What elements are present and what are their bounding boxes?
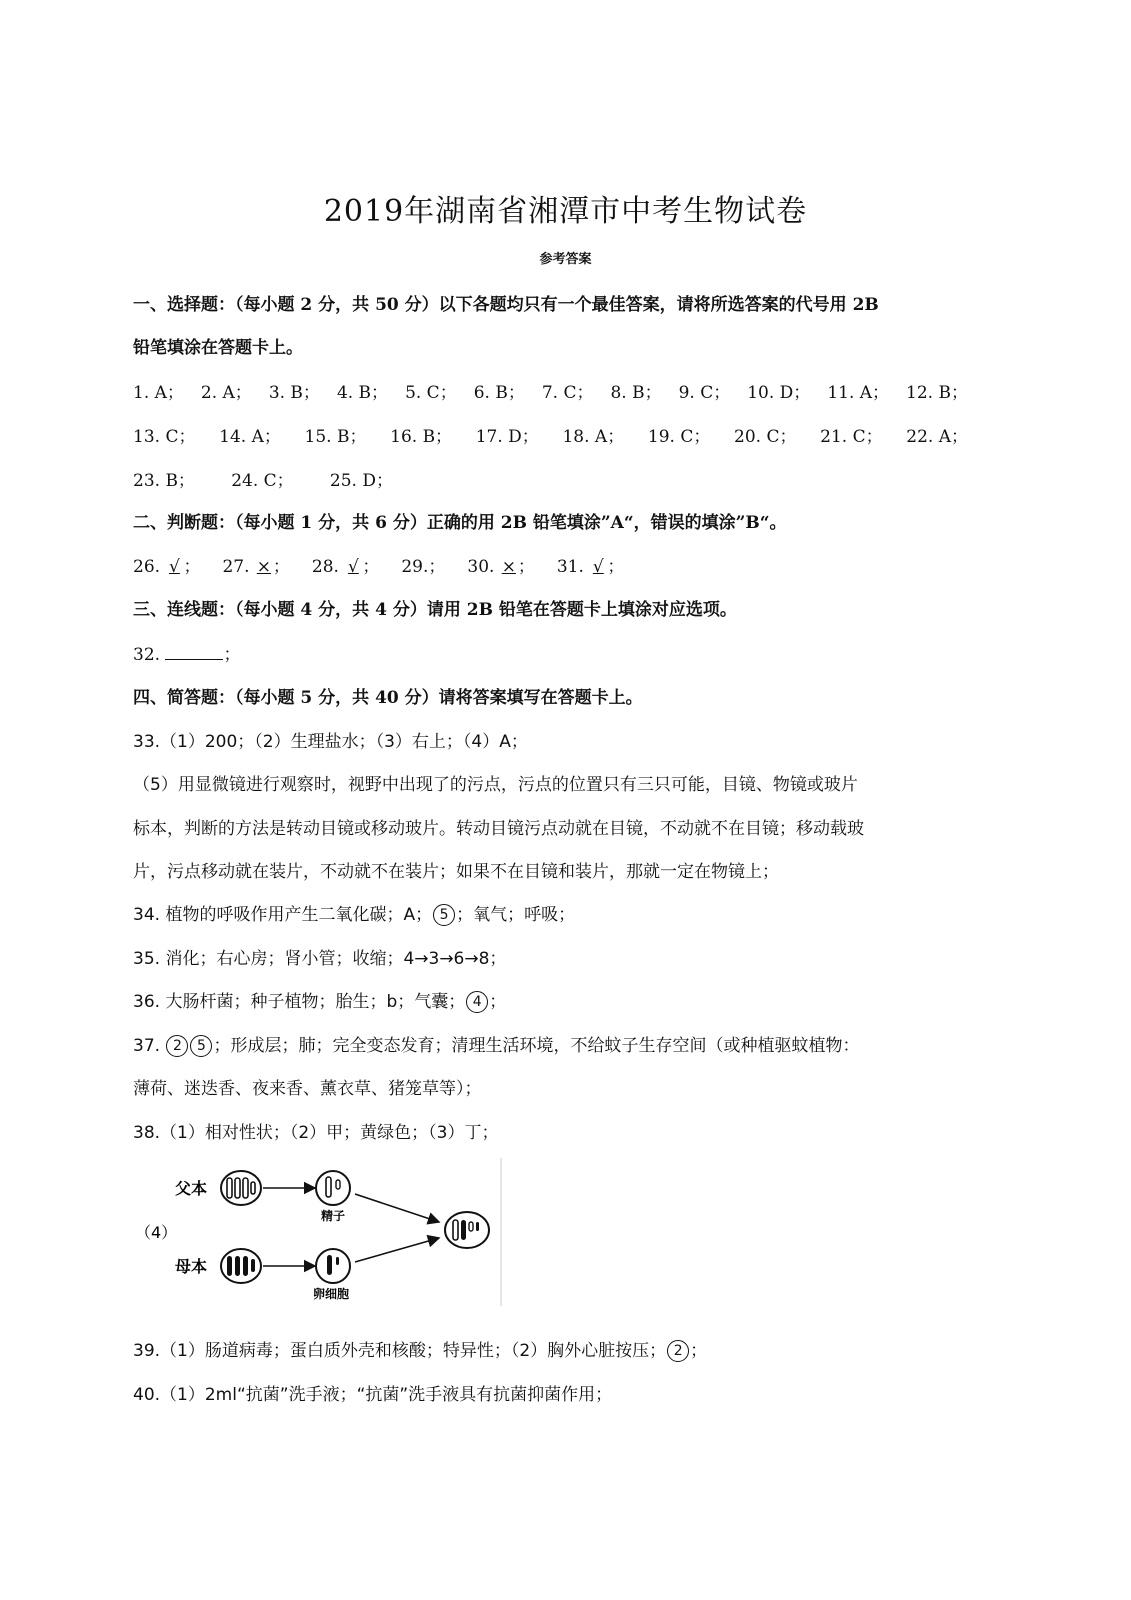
- diagram-question-label: （4）: [135, 1223, 178, 1242]
- mc-answer: 25. D；: [329, 471, 393, 491]
- mc-answers-row-1: [133, 378, 968, 403]
- mc-answer: 14. A；: [219, 427, 281, 447]
- tf-sep: ；: [183, 557, 201, 577]
- tf-mark: √: [347, 557, 359, 577]
- mc-answer: 4. B；: [336, 383, 389, 403]
- q34-text-a: 34. 植物的呼吸作用产生二氧化碳；A；: [133, 905, 433, 925]
- tf-item: [133, 552, 200, 577]
- mc-answer: 16. B；: [390, 427, 453, 447]
- circled-number: 4: [466, 991, 488, 1013]
- arrow: [355, 1194, 439, 1222]
- section2-heading: 二、判断题：（每小题 1 分，共 6 分）正确的用 2B 铅笔填涂”A“，错误的填涂”B“。: [133, 513, 787, 533]
- tf-item: [467, 552, 534, 577]
- page-subtitle: 参考答案: [539, 252, 592, 267]
- q37-answer: [133, 1031, 859, 1057]
- sperm-cell: [316, 1171, 350, 1205]
- tf-num: 31.: [556, 557, 584, 577]
- q34-answer: [133, 900, 575, 926]
- tf-num: 30.: [467, 557, 495, 577]
- tf-sep: ；: [362, 557, 380, 577]
- q32-blank: [165, 645, 223, 660]
- arrow: [355, 1238, 439, 1262]
- q37-line2: 薄荷、迷迭香、夜来香、薰衣草、猪笼草等）；: [133, 1079, 482, 1099]
- mc-answer: 9. C；: [678, 383, 731, 403]
- circled-number: 5: [433, 904, 455, 926]
- mc-answer: 18. A；: [562, 427, 625, 447]
- q36-text-b: ；: [489, 992, 507, 1012]
- mc-answer: 19. C；: [647, 427, 711, 447]
- section4-heading: 四、简答题：（每小题 5 分，共 40 分）请将答案填写在答题卡上。: [133, 688, 643, 708]
- q37-text-a: 37.: [133, 1036, 166, 1056]
- q35-answer: 35. 消化；右心房；肾小管；收缩；4→3→6→8；: [133, 949, 507, 969]
- q34-text-b: ；氧气；呼吸；: [456, 905, 576, 925]
- section3-heading: 三、连线题：（每小题 4 分，共 4 分）请用 2B 铅笔在答题卡上填涂对应选项。: [133, 600, 737, 620]
- section1-heading-line2: 铅笔填涂在答题卡上。: [133, 338, 303, 358]
- mc-answer: 24. C；: [231, 471, 294, 491]
- q39-answer: [133, 1336, 707, 1362]
- zygote-cell: [445, 1212, 489, 1248]
- tf-num: 26.: [133, 557, 161, 577]
- tf-num: 29.: [401, 557, 429, 577]
- tf-sep: ；: [428, 557, 446, 577]
- circled-number: 2: [166, 1035, 188, 1057]
- tf-mark: √: [592, 557, 604, 577]
- q32-number: 32.: [133, 645, 161, 665]
- mc-answer: 6. B；: [473, 383, 525, 403]
- tf-mark: √: [169, 557, 180, 577]
- q33-5-line1: （5）用显微镜进行观察时，视野中出现了的污点，污点的位置只有三只可能，目镜、物镜或玻片: [133, 775, 858, 795]
- mc-answer: 7. C；: [541, 383, 594, 403]
- mc-answer: 22. A；: [906, 427, 968, 447]
- tf-num: 27.: [222, 557, 250, 577]
- q38-answer: 38.（1）相对性状；（2）甲；黄绿色；（3）丁；: [133, 1123, 499, 1143]
- tf-item: [312, 552, 379, 577]
- tf-sep: ；: [517, 557, 535, 577]
- mother-label: 母本: [175, 1257, 208, 1276]
- q36-text-a: 36. 大肠杆菌；种子植物；胎生；b；气囊；: [133, 992, 466, 1012]
- mc-answers-row-3: [133, 466, 393, 491]
- mc-answer: 20. C；: [734, 427, 797, 447]
- mother-cell: [221, 1249, 261, 1283]
- q33-5-line3: 片，污点移动就在装片，不动就不在装片；如果不在目镜和装片，那就一定在物镜上；: [133, 862, 779, 882]
- q33-5-line2: 标本，判断的方法是转动目镜或移动玻片。转动目镜污点动就在目镜，不动就不在目镜；移动载玻: [133, 819, 864, 839]
- tf-sep: ；: [272, 557, 290, 577]
- q36-answer: [133, 987, 506, 1013]
- q37-text-b: ；形成层；肺；完全变态发育；清理生活环境，不给蚊子生存空间（或种植驱蚊植物：: [213, 1036, 860, 1056]
- mc-answer: 11. A；: [827, 383, 890, 403]
- mc-answer: 3. B；: [268, 383, 320, 403]
- tf-item: [222, 552, 289, 577]
- mc-answer: 8. B；: [610, 383, 662, 403]
- tf-sep: ；: [607, 557, 625, 577]
- genetics-diagram: [133, 1158, 503, 1308]
- mc-answer: 5. C；: [405, 383, 457, 403]
- true-false-answers: [133, 552, 624, 577]
- mc-answer: 2. A；: [200, 383, 252, 403]
- mc-answer: 15. B；: [304, 427, 367, 447]
- tf-item: [401, 552, 445, 577]
- sperm-label: 精子: [321, 1209, 346, 1223]
- circled-number: 5: [190, 1035, 212, 1057]
- mc-answer: 10. D；: [747, 383, 811, 403]
- mc-answer: 1. A；: [133, 383, 184, 403]
- egg-cell: [316, 1249, 350, 1283]
- tf-item: [557, 552, 624, 577]
- circled-number: 2: [667, 1340, 689, 1362]
- section1-heading-line1: 一、选择题：（每小题 2 分，共 50 分）以下各题均只有一个最佳答案，请将所选答案的代号用 2B: [133, 295, 879, 315]
- q39-text-a: 39.（1）肠道病毒；蛋白质外壳和核酸；特异性；（2）胸外心脏按压；: [133, 1341, 667, 1361]
- egg-label: 卵细胞: [313, 1287, 350, 1301]
- mc-answers-row-2: [133, 422, 968, 447]
- q40-answer: 40.（1）2ml“抗菌”洗手液；“抗菌”洗手液具有抗菌抑菌作用；: [133, 1385, 613, 1405]
- father-cell: [221, 1171, 261, 1205]
- q32-end: ；: [223, 645, 241, 665]
- mc-answer: 23. B；: [133, 471, 195, 491]
- q33-answer: 33.（1）200；（2）生理盐水；（3）右上；（4）A；: [133, 732, 528, 752]
- father-label: 父本: [175, 1179, 208, 1198]
- q39-text-b: ；: [690, 1341, 708, 1361]
- tf-num: 28.: [311, 557, 339, 577]
- mc-answer: 13. C；: [133, 427, 196, 447]
- tf-mark: ×: [256, 557, 272, 577]
- mc-answer: 12. B；: [906, 383, 968, 403]
- mc-answer: 21. C；: [820, 427, 883, 447]
- q32-answer: [133, 640, 240, 665]
- tf-mark: ×: [501, 557, 516, 577]
- mc-answer: 17. D；: [475, 427, 539, 447]
- page-title: 2019年湖南省湘潭市中考生物试卷: [323, 194, 808, 229]
